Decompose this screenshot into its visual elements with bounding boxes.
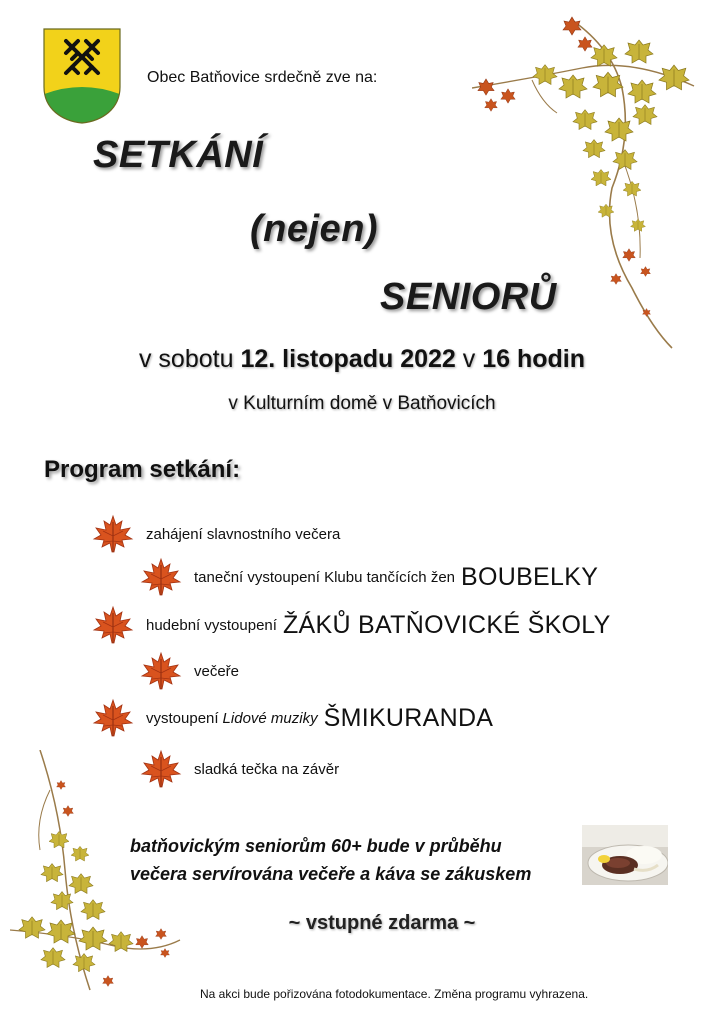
program-item-text: hudební vystoupení — [146, 616, 277, 634]
note-line-1: batňovickým seniorům 60+ bude v průběhu — [130, 836, 502, 856]
admission-text: ~ vstupné zdarma ~ — [288, 912, 476, 934]
maple-leaf-icon — [140, 651, 182, 691]
date-middle: v — [462, 345, 476, 373]
crest-icon — [42, 27, 122, 125]
date-day: 12. listopadu 2022 — [240, 345, 456, 373]
maple-leaf-icon — [92, 605, 134, 645]
note-line-2: večera servírována večeře a káva se zákuskem — [130, 864, 532, 884]
program-item — [92, 514, 340, 554]
date-time: 16 hodin — [482, 345, 586, 373]
program-item-highlight: BOUBELKY — [461, 562, 599, 591]
title-line-2: (nejen) — [250, 208, 379, 250]
title-line-3: SENIORŮ — [380, 276, 557, 318]
senior-note — [130, 832, 531, 888]
program-item-highlight: ŠMIKURANDA — [323, 703, 494, 732]
program-item-text: zahájení slavnostního večera — [146, 525, 341, 543]
maple-leaf-icon — [92, 698, 134, 738]
program-item-text: vystoupení — [146, 709, 219, 727]
event-place: v Kulturním domě v Batňovicích — [228, 393, 496, 414]
program-item-text: večeře — [194, 662, 240, 680]
program-item-italic: Lidové muziky — [222, 709, 318, 727]
program-item-text: taneční vystoupení Klubu tančících žen — [194, 568, 455, 586]
program-item — [92, 605, 611, 645]
maple-leaf-icon — [140, 557, 182, 597]
program-item — [140, 557, 598, 597]
inviter-text: Obec Batňovice srdečně zve na: — [147, 69, 378, 86]
village-coat-of-arms — [42, 27, 122, 125]
dinner-photo — [582, 825, 668, 885]
program-item — [140, 651, 239, 691]
event-date — [0, 345, 724, 374]
program-item-highlight: ŽÁKŮ BATŇOVICKÉ ŠKOLY — [282, 610, 611, 639]
footer-note: Na akci bude pořizována fotodokumentace. Změna programu vyhrazena. — [200, 987, 589, 1001]
program-item-text: sladká tečka na závěr — [194, 760, 340, 778]
title-line-1: SETKÁNÍ — [93, 134, 264, 176]
program-item — [92, 698, 493, 738]
program-heading: Program setkání: — [44, 456, 241, 483]
date-prefix: v sobotu — [138, 345, 234, 373]
maple-leaf-icon — [92, 514, 134, 554]
food-plate-icon — [582, 825, 668, 885]
